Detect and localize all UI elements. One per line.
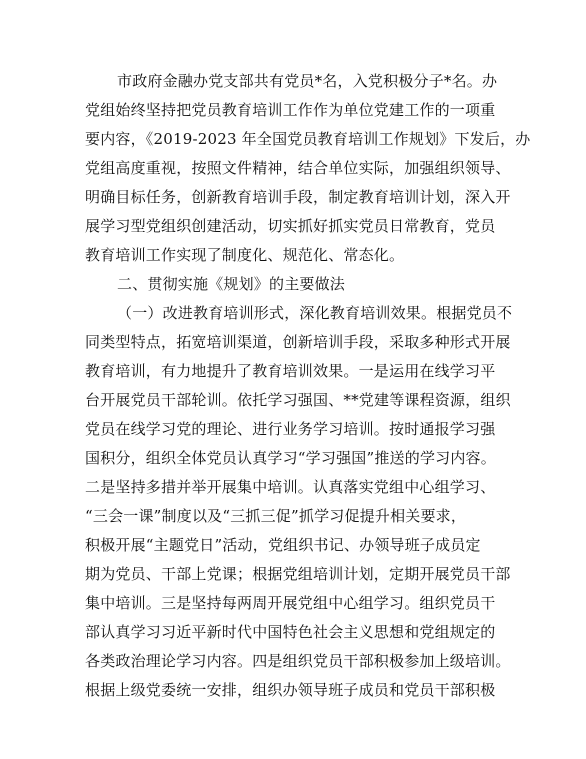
paragraph-2-line-8: “三会一课”制度以及“三抓三促”抓学习促提升相关要求， (85, 507, 467, 525)
paragraph-2-line-5: 党员在线学习党的理论、进行业务学习培训。按时通报学习强 (85, 420, 496, 438)
paragraph-1-line-7: 教育培训工作实现了制度化、规范化、常态化。 (85, 246, 405, 264)
paragraph-2-line-14: 根据上级党委统一安排，组织办领导班子成员和党员干部积极 (85, 681, 496, 699)
paragraph-1-line-2: 党组始终坚持把党员教育培训工作作为单位党建工作的一项重 (85, 101, 496, 119)
paragraph-1-line-1: 市政府金融办党支部共有党员*名，入党积极分子*名。办 (117, 72, 498, 90)
paragraph-2-line-13: 各类政治理论学习内容。四是组织党员干部积极参加上级培训。 (85, 652, 511, 670)
paragraph-2-line-12: 部认真学习习近平新时代中国特色社会主义思想和党组规定的 (85, 623, 496, 641)
paragraph-2-line-1: （一）改进教育培训形式，深化教育培训效果。根据党员不 (117, 304, 513, 322)
paragraph-2-line-7: 二是坚持多措并举开展集中培训。认真落实党组中心组学习、 (85, 478, 496, 496)
paragraph-2-line-6: 国积分，组织全体党员认真学习“学习强国”推送的学习内容。 (85, 449, 496, 467)
paragraph-2-line-4: 台开展党员干部轮训。依托学习强国、**党建等课程资源，组织 (85, 391, 511, 409)
paragraph-1-line-4: 党组高度重视，按照文件精神，结合单位实际，加强组织领导、 (85, 159, 511, 177)
paragraph-1-line-3: 要内容，《2019-2023 年全国党员教育培训工作规划》下发后，办 (85, 130, 531, 148)
paragraph-2-line-3: 教育培训，有力地提升了教育培训效果。一是运用在线学习平 (85, 362, 496, 380)
paragraph-2-line-10: 期为党员、干部上党课；根据党组培训计划，定期开展党员干部 (85, 565, 511, 583)
paragraph-1-line-6: 展学习型党组织创建活动，切实抓好抓实党员日常教育，党员 (85, 217, 496, 235)
paragraph-2-line-11: 集中培训。三是坚持每两周开展党组中心组学习。组织党员干 (85, 594, 496, 612)
paragraph-2-line-2: 同类型特点，拓宽培训渠道，创新培训手段，采取多种形式开展 (85, 333, 511, 351)
section-heading: 二、贯彻实施《规划》的主要做法 (117, 275, 346, 293)
paragraph-1-line-5: 明确目标任务，创新教育培训手段，制定教育培训计划，深入开 (85, 188, 511, 206)
paragraph-2-line-9: 积极开展“主题党日”活动，党组织书记、办领导班子成员定 (85, 536, 481, 554)
